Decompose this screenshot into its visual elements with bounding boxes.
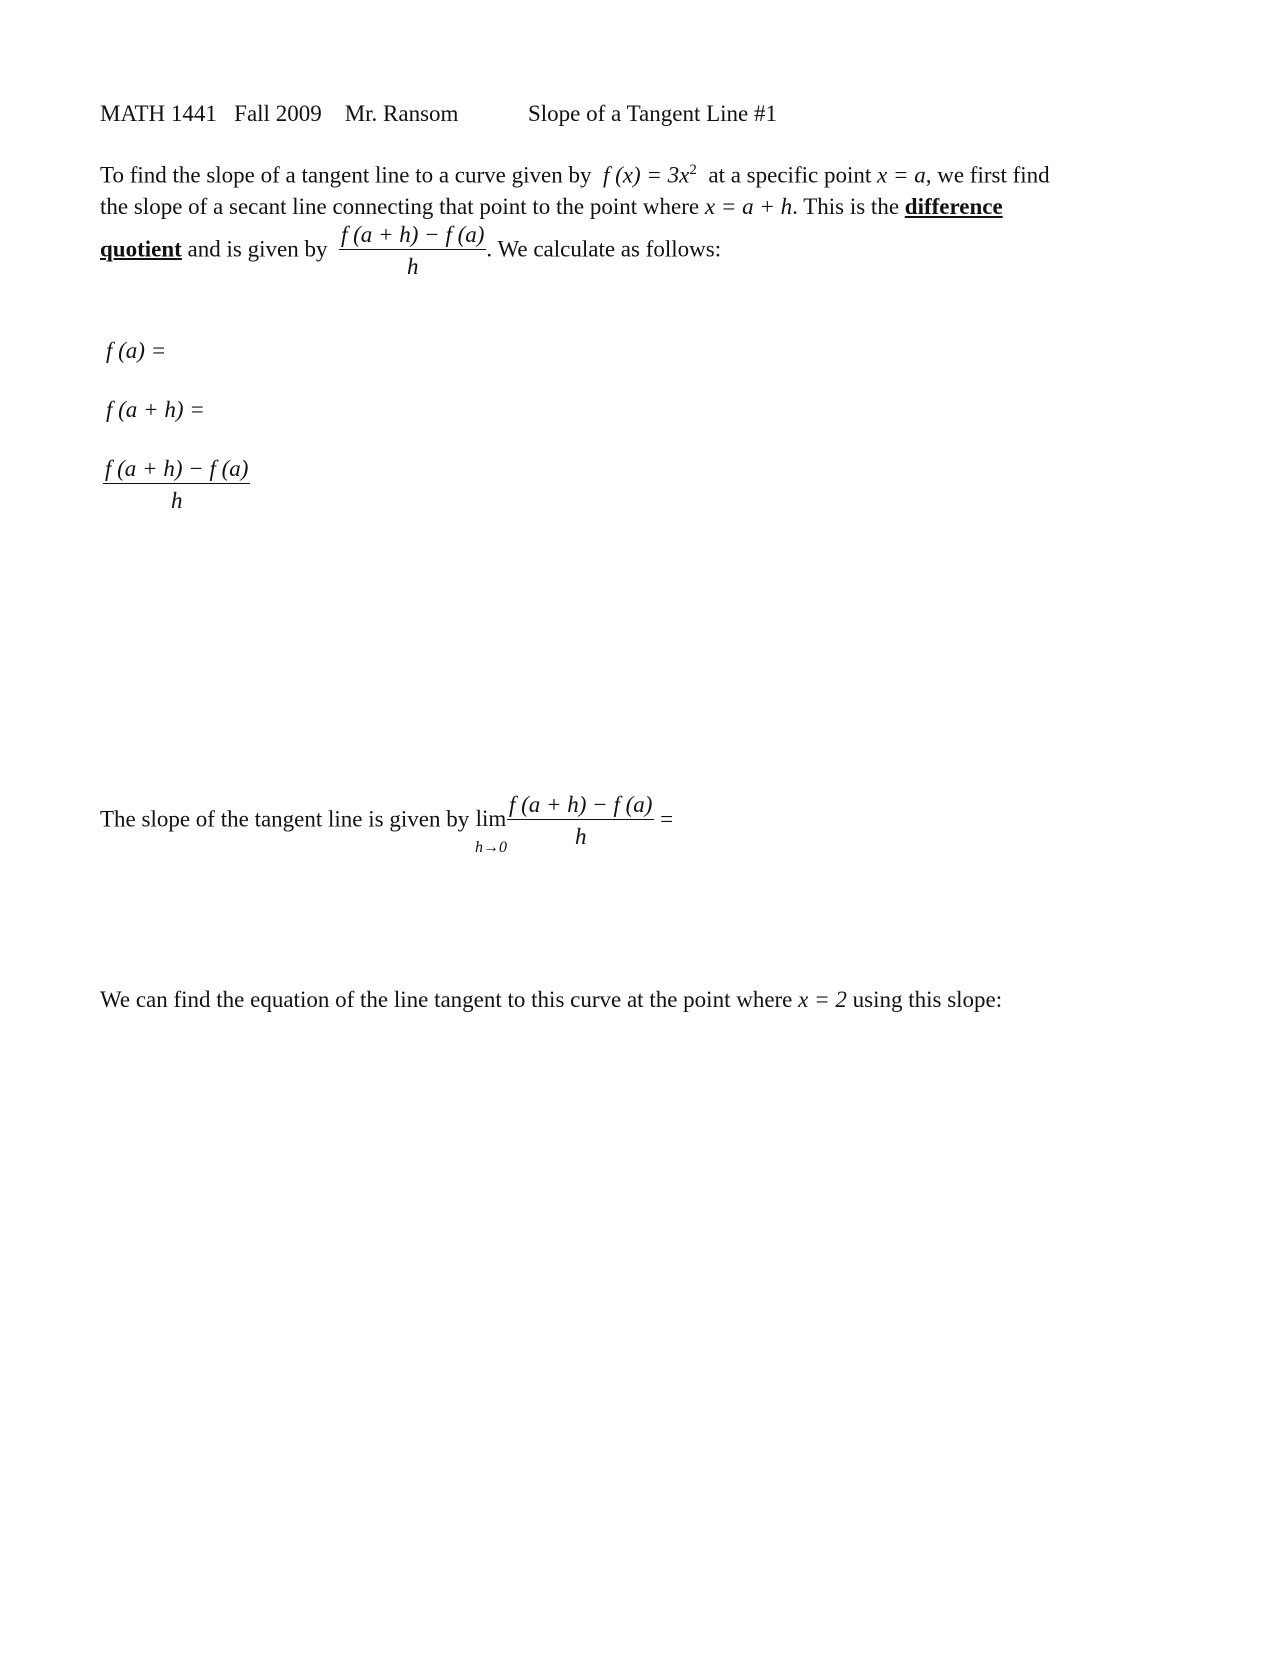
denominator: h: [406, 254, 419, 279]
difference-quotient: [339, 222, 486, 280]
text: f (a) =: [106, 338, 167, 363]
equals: =: [660, 806, 674, 832]
text: f (a + h) =: [106, 397, 205, 422]
term: Fall 2009: [234, 101, 322, 126]
bold-term: quotient: [100, 236, 182, 262]
text: We can find the equation of the line tangent to this curve at the point where: [100, 987, 793, 1012]
text: using this slope:: [852, 987, 1003, 1012]
numerator: f (a + h) − f (a): [103, 456, 250, 484]
course: MATH 1441: [100, 101, 217, 126]
text: . This is the: [792, 194, 900, 219]
intro-line-2: [100, 194, 1003, 220]
lim: lim: [475, 806, 507, 831]
limit-line: [100, 792, 673, 858]
final-line: [100, 987, 1002, 1013]
bold-term: difference: [904, 194, 1003, 219]
text: To find the slope of a tangent line to a curve given by: [100, 162, 592, 188]
text: at a specific point: [708, 162, 872, 188]
function-expr: f (x) = 3x: [602, 162, 690, 188]
document-title: Slope of a Tangent Line #1: [528, 101, 777, 126]
lim-sub: h→0: [474, 839, 507, 856]
text: The slope of the tangent line is given by: [100, 806, 470, 832]
numerator: f (a + h) − f (a): [339, 222, 486, 250]
step-quotient: [103, 456, 250, 514]
exponent: 2: [689, 162, 697, 178]
denominator: h: [574, 824, 587, 849]
step-fah: [106, 397, 205, 423]
text: , we first find: [925, 162, 1050, 188]
numerator: f (a + h) − f (a): [507, 792, 654, 820]
intro-line-1: [100, 162, 1050, 189]
fraction: [103, 456, 250, 514]
limit: [475, 806, 507, 858]
teacher: Mr. Ransom: [344, 101, 459, 126]
header: [100, 101, 458, 127]
text: the slope of a secant line connecting that point to the point where: [100, 194, 700, 219]
text: and is given by: [187, 236, 328, 262]
fraction: [507, 792, 654, 850]
math-expr: x = 2: [798, 987, 847, 1012]
text: . We calculate as follows:: [486, 236, 722, 262]
math-expr: x = a: [876, 162, 926, 188]
denominator: h: [170, 488, 183, 513]
math-expr: x = a + h: [704, 194, 793, 219]
intro-line-3: [100, 222, 721, 280]
step-fa: [106, 338, 166, 364]
